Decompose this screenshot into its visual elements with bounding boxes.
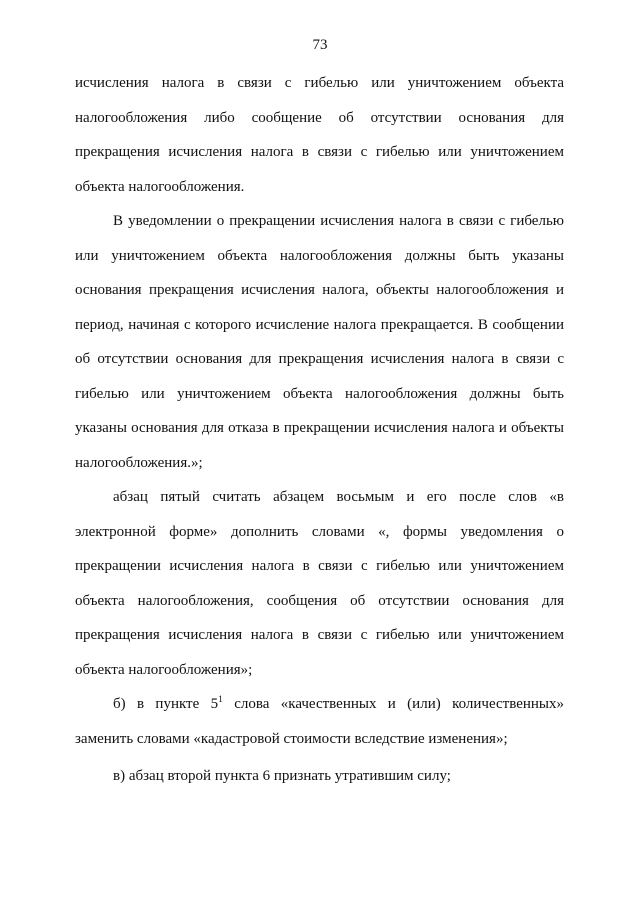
point-b-text-end: слова «качественных и (или) количественных» заменить словами «кадастровой стоимости вследствие изменения»; [75, 696, 564, 747]
paragraph-continuation: исчисления налога в связи с гибелью или уничтожением объекта налогообложения либо сообщение об отсутствии основания для прекращения исчисления налога в связи с гибелью или уничтожением объекта налогообложения. [75, 75, 564, 195]
paragraph-notification: В уведомлении о прекращении исчисления налога в связи с гибелью или уничтожением объекта налогообложения должны быть указаны основания прекращения исчисления налога, объекты налогообложения и период, начиная с которого исчисление налога прекращается. В сообщении об отсутствии основания для прекращения исчисления налога в связи с гибелью или уничтожением объекта налогообложения должны быть указаны основания для отказа в прекращении исчисления налога и объекты налогообложения.»; [75, 213, 564, 471]
point-b-superscript: 1 [218, 695, 223, 705]
page-number: 73 [312, 37, 328, 53]
point-b-text-start: б) в пункте 5 [113, 696, 219, 712]
paragraph-point-v: в) абзац второй пункта 6 признать утратившим силу; [113, 768, 451, 784]
paragraph-fifth-abzac: абзац пятый считать абзацем восьмым и его после слов «в электронной форме» дополнить словами «, формы уведомления о прекращении исчисления налога в связи с гибелью или уничтожением объекта налогообложения, сообщения об отсутствии основания для прекращения исчисления налога в связи с гибелью или уничтожением объекта налогообложения»; [75, 489, 564, 678]
paragraph-point-b [75, 687, 564, 756]
